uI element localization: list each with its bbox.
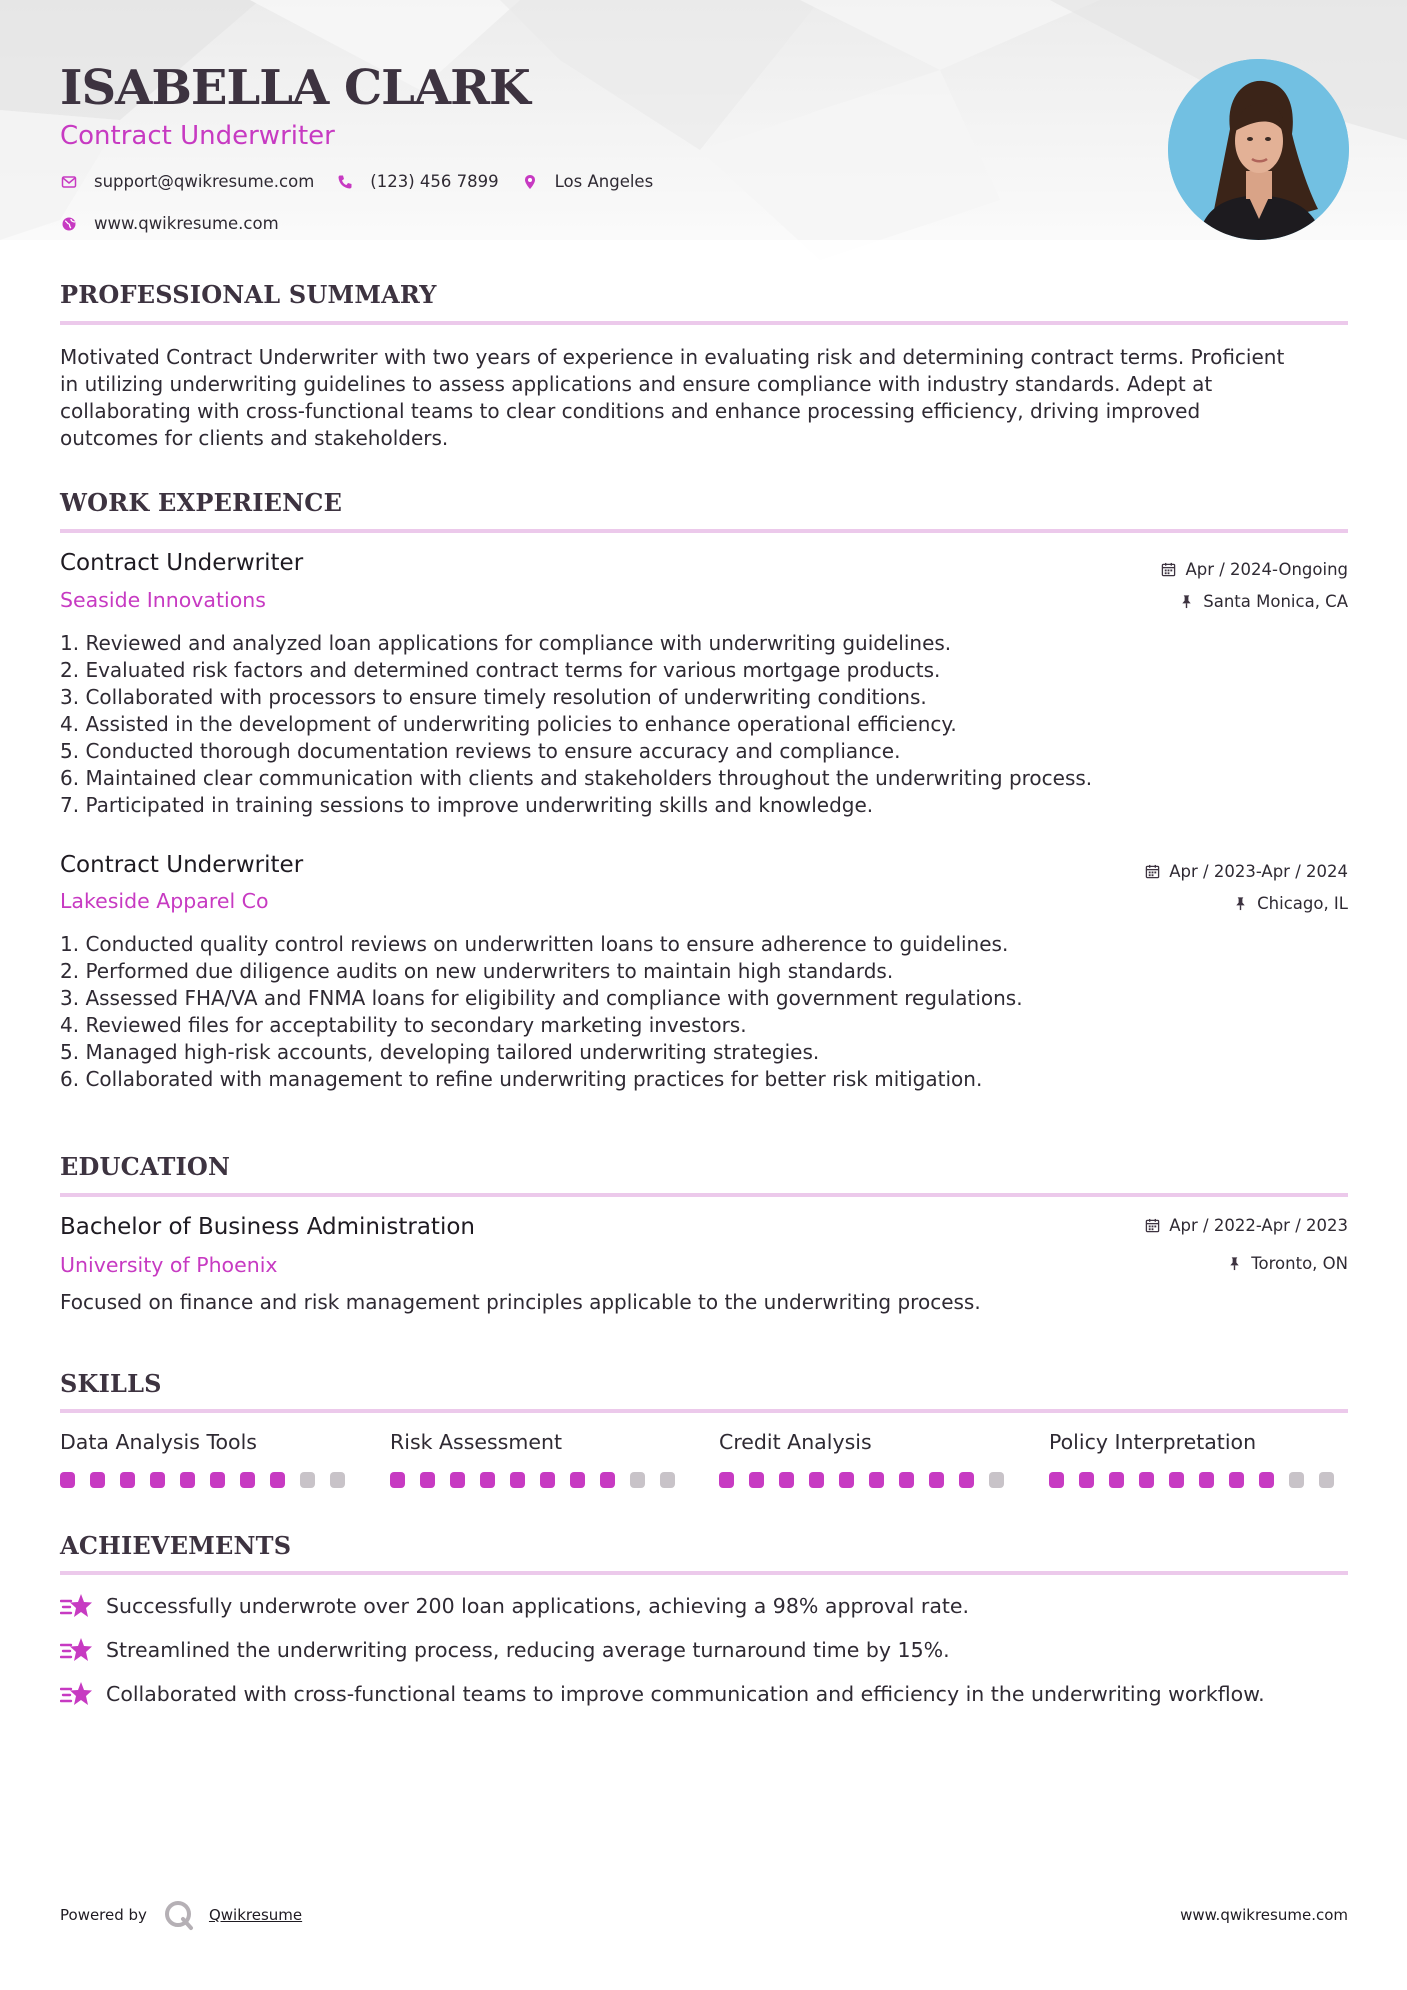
skill-item [390,1430,690,1488]
skill-name: Credit Analysis [719,1430,872,1454]
skill-dot-filled [150,1472,165,1488]
skill-dot-filled [959,1472,974,1488]
job-location [1179,592,1348,611]
contact-location [521,172,654,191]
envelope-icon [60,173,78,191]
skill-dot-filled [510,1472,525,1488]
skill-dot-filled [210,1472,225,1488]
job-dates [1161,560,1348,579]
skill-dot-empty [300,1472,315,1488]
skill-dot-filled [540,1472,555,1488]
list-item: 4. Reviewed files for acceptability to secondary marketing investors. [60,1013,747,1037]
skill-dot-filled [270,1472,285,1488]
job-location [1233,894,1348,913]
job-bullets [60,931,1350,1093]
skill-dot-filled [480,1472,495,1488]
job-title: Contract Underwriter [60,550,304,576]
achievement-item [60,1679,1265,1709]
list-item: 6. Maintained clear communication with clients and stakeholders throughout the underwriting process. [60,766,1093,790]
skill-dot-filled [390,1472,405,1488]
company-name: Seaside Innovations [60,588,266,612]
pushpin-icon [1179,594,1195,610]
powered-by-text: Powered by [60,1906,147,1924]
calendar-icon [1145,864,1161,880]
globe-icon [60,215,78,233]
footer-website[interactable]: www.qwikresume.com [1180,1906,1348,1924]
contact-row [60,172,675,191]
skill-dot-filled [90,1472,105,1488]
achievement-text: Successfully underwrote over 200 loan applications, achieving a 98% approval rate. [106,1594,970,1618]
contact-phone[interactable] [336,172,498,191]
section-divider [60,1193,1348,1197]
pushpin-icon [1233,896,1249,912]
skill-dot-filled [1229,1472,1244,1488]
phone-text: (123) 456 7899 [370,172,499,191]
section-divider [60,321,1348,325]
summary-line: outcomes for clients and stakeholders. [60,426,449,450]
phone-icon [336,173,354,191]
list-item: 3. Assessed FHA/VA and FNMA loans for eligibility and compliance with government regulations. [60,986,1023,1010]
list-item: 1. Conducted quality control reviews on underwritten loans to ensure adherence to guidelines. [60,932,1009,956]
skill-dot-filled [600,1472,615,1488]
list-item: 6. Collaborated with management to refine underwriting practices for better risk mitigation. [60,1067,983,1091]
skill-dot-filled [420,1472,435,1488]
skill-rating [1049,1472,1349,1488]
skill-dot-filled [570,1472,585,1488]
star-icon [60,1635,94,1665]
education-location [1227,1254,1348,1273]
skill-dot-filled [899,1472,914,1488]
skill-name: Policy Interpretation [1049,1430,1257,1454]
skill-dot-empty [330,1472,345,1488]
profile-photo [1168,59,1349,240]
summary-text [60,344,1350,452]
qwikresume-logo-icon [163,1899,195,1931]
skill-dot-filled [1109,1472,1124,1488]
location-text: Los Angeles [554,172,654,191]
contact-email[interactable] [60,172,314,191]
skill-rating [60,1472,360,1488]
list-item: 1. Reviewed and analyzed loan applications for compliance with underwriting guidelines. [60,631,952,655]
section-divider [60,1409,1348,1413]
list-item: 5. Conducted thorough documentation reviews to ensure accuracy and compliance. [60,739,901,763]
list-item: 2. Performed due diligence audits on new underwriters to maintain high standards. [60,959,894,983]
skill-rating [390,1472,690,1488]
skill-dot-empty [630,1472,645,1488]
achievement-item [60,1635,950,1665]
section-title-education: EDUCATION [60,1152,231,1181]
list-item: 4. Assisted in the development of underwriting policies to enhance operational efficiency. [60,712,957,736]
skill-dot-filled [839,1472,854,1488]
section-title-experience: WORK EXPERIENCE [60,488,343,517]
achievement-item [60,1591,969,1621]
achievement-text: Collaborated with cross-functional teams to improve communication and efficiency in the underwriting workflow. [106,1682,1265,1706]
education-dates-text: Apr / 2022-Apr / 2023 [1169,1216,1348,1235]
education-dates [1145,1216,1348,1235]
star-icon [60,1591,94,1621]
skill-item [719,1430,1019,1488]
list-item: 2. Evaluated risk factors and determined contract terms for various mortgage products. [60,658,941,682]
job-location-text: Chicago, IL [1257,894,1348,913]
calendar-icon [1161,562,1177,578]
job-dates-text: Apr / 2023-Apr / 2024 [1169,862,1348,881]
skill-item [60,1430,360,1488]
skill-dot-empty [1319,1472,1334,1488]
map-pin-icon [521,173,539,191]
list-item: 3. Collaborated with processors to ensure timely resolution of underwriting conditions. [60,685,927,709]
skill-dot-empty [1289,1472,1304,1488]
job-title: Contract Underwriter [60,852,304,878]
candidate-title: Contract Underwriter [60,121,335,151]
company-name: Lakeside Apparel Co [60,889,269,913]
skill-name: Risk Assessment [390,1430,562,1454]
skill-dot-filled [1139,1472,1154,1488]
skill-dot-filled [450,1472,465,1488]
summary-line: in utilizing underwriting guidelines to assess applications and ensure compliance with industry standards. Adept at [60,372,1213,396]
list-item: 5. Managed high-risk accounts, developing tailored underwriting strategies. [60,1040,820,1064]
qwikresume-link[interactable]: Qwikresume [208,1906,303,1924]
skill-dot-filled [869,1472,884,1488]
skill-name: Data Analysis Tools [60,1430,257,1454]
skill-dot-filled [809,1472,824,1488]
skill-dot-filled [180,1472,195,1488]
skill-dot-filled [240,1472,255,1488]
skill-dot-filled [1259,1472,1274,1488]
skill-dot-filled [719,1472,734,1488]
skill-dot-filled [929,1472,944,1488]
skill-dot-filled [779,1472,794,1488]
skill-dot-filled [749,1472,764,1488]
job-dates-text: Apr / 2024-Ongoing [1185,560,1348,579]
contact-row-website [60,214,301,233]
job-bullets [60,630,1350,819]
education-location-text: Toronto, ON [1251,1254,1348,1273]
calendar-icon [1145,1218,1161,1234]
skill-dot-filled [120,1472,135,1488]
star-icon [60,1679,94,1709]
achievement-text: Streamlined the underwriting process, reducing average turnaround time by 15%. [106,1638,950,1662]
skill-dot-filled [1199,1472,1214,1488]
skill-dot-filled [1049,1472,1064,1488]
skill-dot-filled [1079,1472,1094,1488]
skill-dot-empty [660,1472,675,1488]
candidate-name: ISABELLA CLARK [60,60,530,116]
school-name: University of Phoenix [60,1253,278,1277]
section-title-achievements: ACHIEVEMENTS [60,1531,292,1560]
summary-line: Motivated Contract Underwriter with two years of experience in evaluating risk and determining contract terms. Proficient [60,345,1285,369]
section-divider [60,1571,1348,1575]
education-description: Focused on finance and risk management principles applicable to the underwriting process. [60,1290,981,1314]
skill-dot-filled [1169,1472,1184,1488]
job-dates [1145,862,1348,881]
skill-rating [719,1472,1019,1488]
skill-item [1049,1430,1349,1488]
email-text: support@qwikresume.com [94,172,315,191]
footer-powered-by [60,1899,302,1931]
section-title-summary: PROFESSIONAL SUMMARY [60,280,437,309]
job-location-text: Santa Monica, CA [1203,592,1348,611]
degree-title: Bachelor of Business Administration [60,1214,475,1240]
skill-dot-empty [989,1472,1004,1488]
section-title-skills: SKILLS [60,1369,162,1398]
contact-website[interactable] [60,214,279,233]
summary-line: collaborating with cross-functional teams to clear conditions and enhance processing efficiency, driving improved [60,399,1201,423]
section-divider [60,529,1348,533]
skill-dot-filled [60,1472,75,1488]
list-item: 7. Participated in training sessions to improve underwriting skills and knowledge. [60,793,874,817]
website-text: www.qwikresume.com [94,214,279,233]
pushpin-icon [1227,1256,1243,1272]
